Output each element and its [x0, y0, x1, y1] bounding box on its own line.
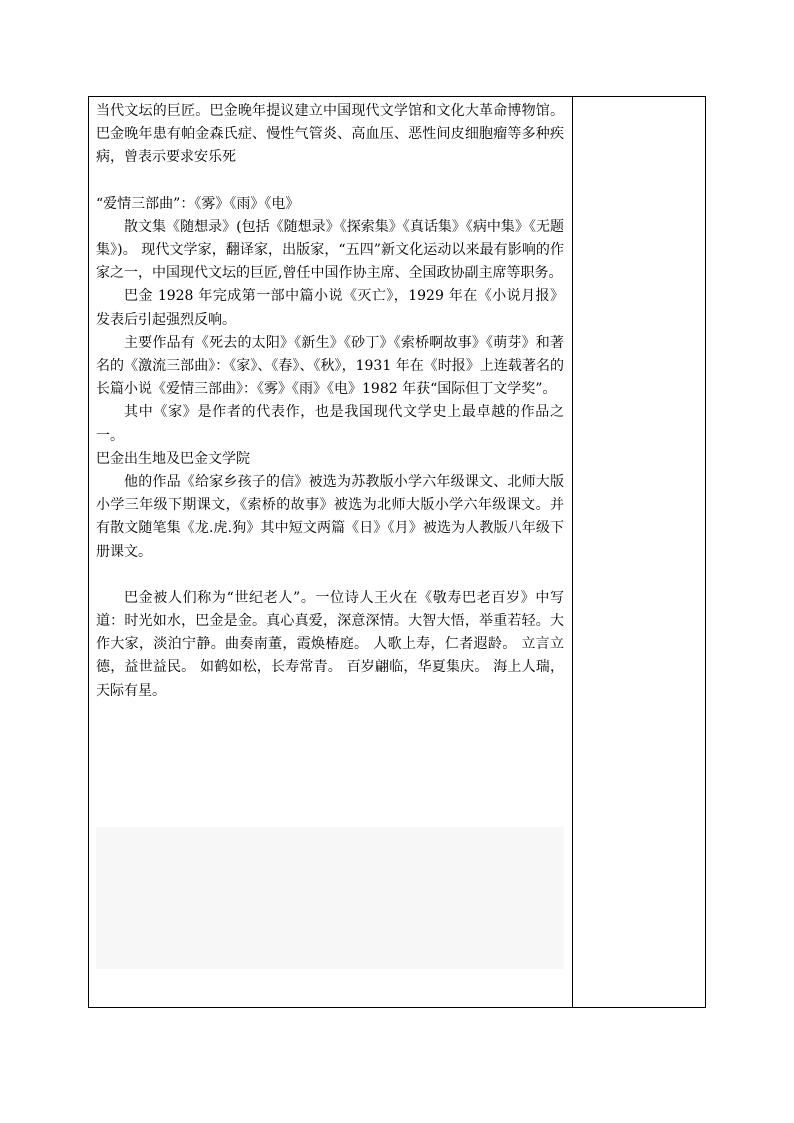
text-content [96, 100, 564, 703]
paragraph-gap [96, 564, 564, 587]
paragraph-4: 巴金 1928 年完成第一部中篇小说《灭亡》，1929 年在《小说月报》发表后引起强烈反响。 [96, 288, 564, 328]
paragraph-gap [96, 170, 564, 193]
paragraph-9: 巴金被人们称为“世纪老人”。一位诗人王火在《敬寿巴老百岁》中写道：时光如水，巴金是金。真心真爱，深意深情。大智大悟，举重若轻。大作大家，淡泊宁静。曲奏南董，霞焕椿庭。 人歌上寿，仁者遐龄。 立言立德，益世益民。 如鹤如松，长寿常青。 百岁翩临，华夏集庆。 海上人瑞，天际有星。 [96, 589, 564, 699]
paragraph-2: “爱情三部曲”：《雾》《雨》《电》 [96, 195, 300, 212]
paragraph-3: 散文集《随想录》(包括《随想录》《探索集》《真话集》《病中集》《无题集》)。 现代文学家，翻译家，出版家，“五四”新文化运动以来最有影响的作家之一，中国现代文坛的巨匠,曾任中国作协主席、全国政协副主席等职务。 [96, 218, 564, 282]
main-text-cell [89, 97, 573, 1007]
shaded-area [96, 827, 564, 969]
paragraph-5: 主要作品有《死去的太阳》《新生》《砂丁》《索桥啊故事》《萌芽》和著名的《激流三部曲》：《家》、《春》、《秋》，1931 年在《时报》上连载著名的长篇小说《爱情三部曲》：《雾》《雨》《电》1982 年获“国际但丁文学奖”。 [96, 334, 564, 398]
side-empty-cell [573, 97, 705, 1007]
document-table [88, 96, 706, 1008]
paragraph-7: 巴金出生地及巴金文学院 [96, 450, 250, 467]
paragraph-1: 当代文坛的巨匠。巴金晚年提议建立中国现代文学馆和文化大革命博物馆。巴金晚年患有帕金森氏症、慢性气管炎、高血压、恶性间皮细胞瘤等多种疾病，曾表示要求安乐死 [96, 103, 564, 166]
paragraph-8: 他的作品《给家乡孩子的信》被选为苏教版小学六年级课文、北师大版小学三年级下期课文，《索桥的故事》被选为北师大版小学六年级课文。并有散文随笔集《龙.虎.狗》其中短文两篇《日》《月》被选为人教版八年级下册课文。 [96, 474, 564, 560]
paragraph-6: 其中《家》是作者的代表作，也是我国现代文学史上最卓越的作品之一。 [96, 404, 564, 444]
